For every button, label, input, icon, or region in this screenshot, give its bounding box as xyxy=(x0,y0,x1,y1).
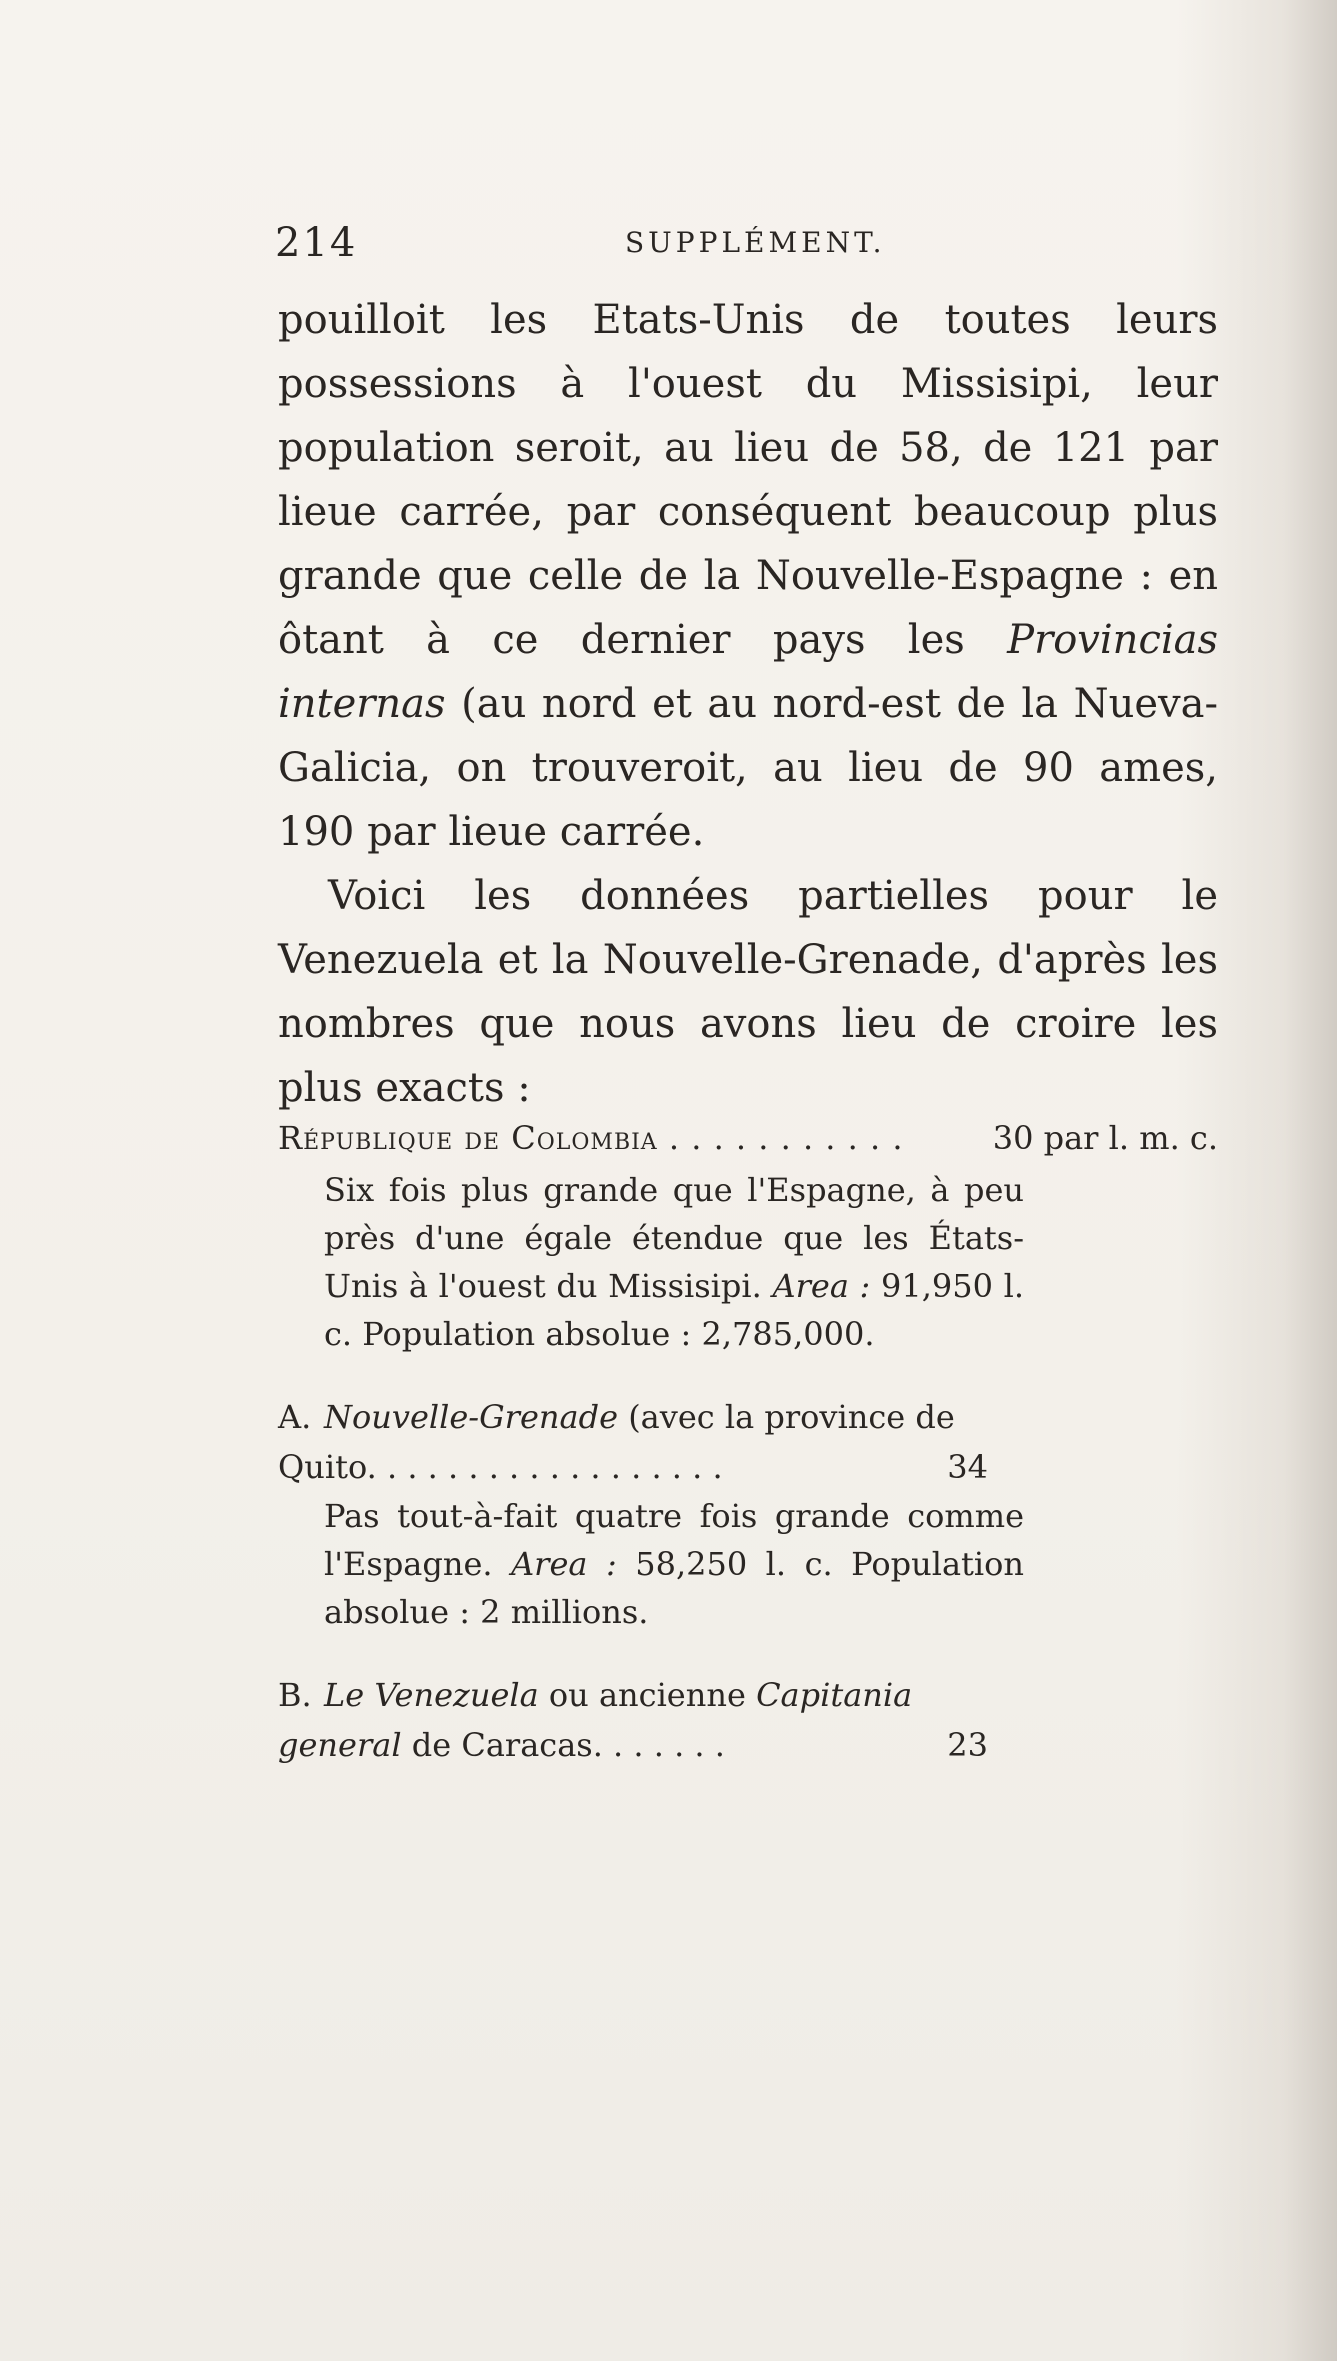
area-label: Area : xyxy=(772,1267,871,1305)
description-part: Pas tout-à-fait quatre fois grande comme l'Espagne. xyxy=(324,1497,1024,1583)
republique-label: République de Colombia xyxy=(278,1119,658,1157)
table-row xyxy=(278,1110,1218,1166)
body-text xyxy=(278,288,1218,1120)
description-part: Six fois plus grande que l'Espagne, à peu près d'une égale étendue que les États-Unis à l'ouest du Missisipi. xyxy=(324,1171,1024,1305)
entry-name: Le Venezuela xyxy=(324,1676,539,1714)
entry-rest: de Caracas. . . . . . . xyxy=(411,1726,725,1764)
entry-venezuela xyxy=(278,1670,1218,1770)
entry-mid: ou ancienne xyxy=(548,1676,746,1714)
description-part: 91,950 l. c. Population absolue : 2,785,000. xyxy=(324,1267,1025,1353)
entry-name-2: Capitania general xyxy=(278,1676,913,1764)
republique-description xyxy=(324,1166,1024,1358)
area-label: Area : xyxy=(511,1545,617,1583)
leader-dots: . . . . . . . . . . . xyxy=(657,1119,904,1157)
paragraph-1-italic: Provincias internas xyxy=(278,617,1219,727)
statistics-table xyxy=(278,1110,1218,1770)
entry-grenade xyxy=(278,1392,1218,1636)
description-part: 58,250 l. c. Population absolue : 2 millions. xyxy=(324,1545,1025,1631)
paragraph-1 xyxy=(278,288,1218,864)
row-label xyxy=(278,1110,903,1166)
entry-head xyxy=(278,1670,988,1770)
entry-letter: B. xyxy=(278,1676,312,1714)
page-header xyxy=(275,220,1215,280)
description-text xyxy=(324,1492,1024,1636)
entry-value: 34 xyxy=(947,1448,988,1486)
entry-value: 23 xyxy=(947,1726,988,1764)
entry-rest: (avec la province de Quito. . . . . . . . . . . . . . . . . . xyxy=(278,1398,955,1486)
paragraph-2: Voici les données partielles pour le Venezuela et la Nouvelle-Grenade, d'après les nombres que nous avons lieu de croire les plus exacts : xyxy=(278,873,1218,1111)
grenade-description xyxy=(324,1492,1024,1636)
entry-head xyxy=(278,1392,988,1492)
page-number: 214 xyxy=(275,220,358,266)
description-text xyxy=(324,1166,1024,1358)
running-head: SUPPLÉMENT. xyxy=(625,226,886,259)
paragraph-1-text-b: (au nord et au nord-est de la Nueva-Galicia, on trouveroit, au lieu de 90 ames, 190 par lieue carrée. xyxy=(278,681,1218,855)
row-value: 30 par l. m. c. xyxy=(992,1119,1218,1157)
paragraph-1-text-a: pouilloit les Etats-Unis de toutes leurs possessions à l'ouest du Missisipi, leur population seroit, au lieu de 58, de 121 par lieue carrée, par conséquent beaucoup plus grande que celle de la Nouvelle-Espagne : en ôtant à ce dernier pays les xyxy=(278,297,1218,663)
entry-letter: A. xyxy=(278,1398,312,1436)
entry-name: Nouvelle-Grenade xyxy=(324,1398,619,1436)
